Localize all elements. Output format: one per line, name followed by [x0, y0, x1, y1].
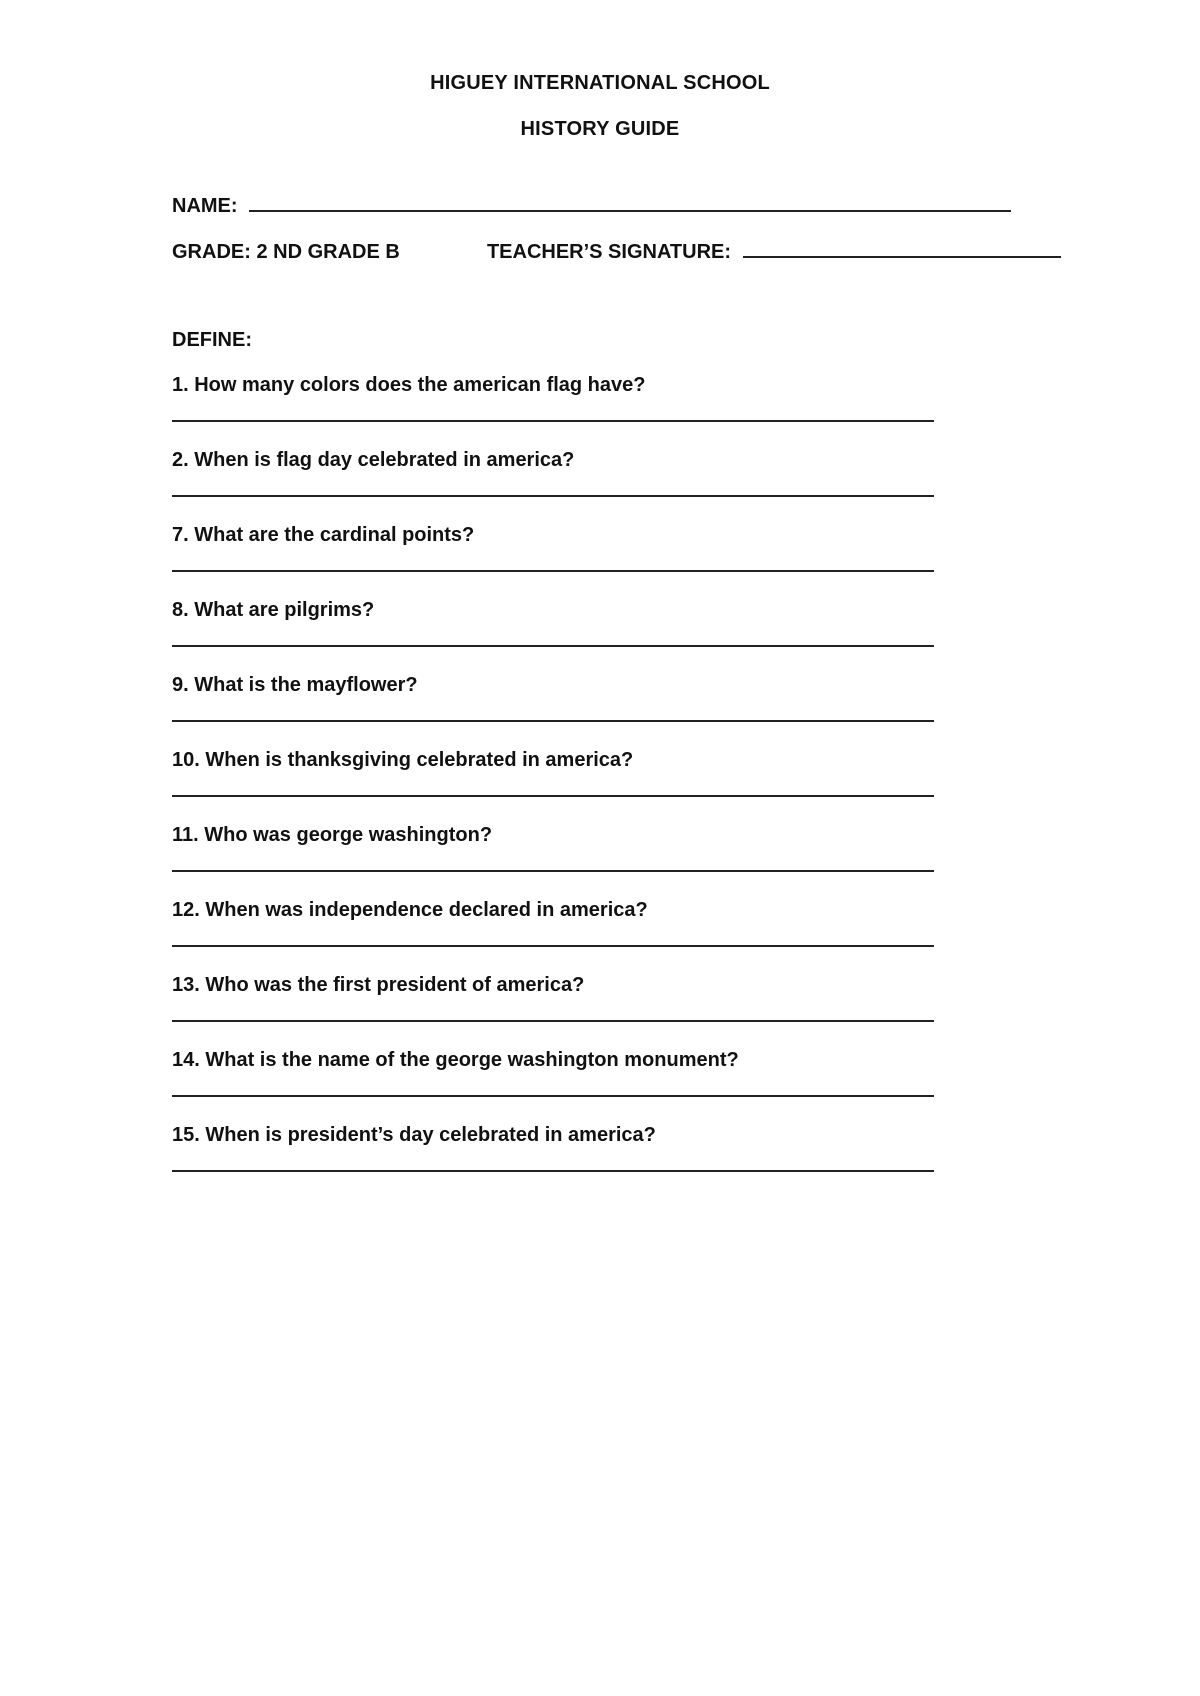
question-8: 8. What are pilgrims?	[172, 599, 375, 621]
school-name: HIGUEY INTERNATIONAL SCHOOL	[430, 72, 770, 94]
answer-line-14[interactable]	[172, 1095, 934, 1097]
question-7: 7. What are the cardinal points?	[172, 524, 475, 546]
question-11: 11. Who was george washington?	[172, 824, 493, 846]
name-label: NAME:	[172, 195, 238, 217]
name-blank[interactable]	[249, 190, 1011, 212]
question-12: 12. When was independence declared in america?	[172, 899, 648, 921]
guide-title: HISTORY GUIDE	[520, 118, 680, 140]
signature-blank[interactable]	[743, 236, 1061, 258]
section-title: DEFINE:	[172, 329, 252, 351]
grade-row	[172, 236, 1061, 264]
question-9: 9. What is the mayflower?	[172, 674, 418, 696]
question-13: 13. Who was the first president of america?	[172, 974, 585, 996]
answer-line-10[interactable]	[172, 795, 934, 797]
answer-line-7[interactable]	[172, 570, 934, 572]
question-10: 10. When is thanksgiving celebrated in america?	[172, 749, 634, 771]
grade-label: GRADE:	[172, 241, 251, 263]
answer-line-11[interactable]	[172, 870, 934, 872]
answer-line-1[interactable]	[172, 420, 934, 422]
question-1: 1. How many colors does the american flag have?	[172, 374, 646, 396]
answer-line-9[interactable]	[172, 720, 934, 722]
question-14: 14. What is the name of the george washington monument?	[172, 1049, 739, 1071]
answer-line-12[interactable]	[172, 945, 934, 947]
question-2: 2. When is flag day celebrated in america?	[172, 449, 575, 471]
answer-line-15[interactable]	[172, 1170, 934, 1172]
question-15: 15. When is president’s day celebrated in america?	[172, 1124, 656, 1146]
name-row	[172, 190, 1011, 218]
answer-line-2[interactable]	[172, 495, 934, 497]
grade-value: 2 ND GRADE B	[256, 241, 400, 263]
answer-line-13[interactable]	[172, 1020, 934, 1022]
signature-label: TEACHER’S SIGNATURE:	[486, 241, 732, 263]
answer-line-8[interactable]	[172, 645, 934, 647]
